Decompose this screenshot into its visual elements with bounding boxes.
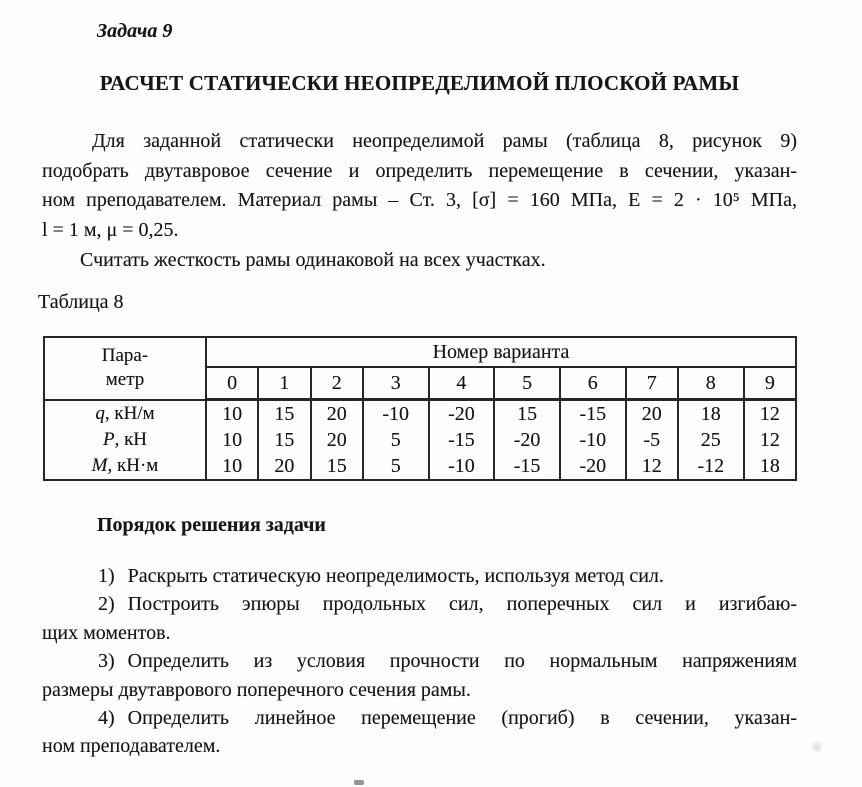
value-cell: -15 — [494, 453, 560, 480]
step-4-line-2: ном преподавателем. — [42, 735, 221, 758]
value-cell: -10 — [363, 400, 429, 428]
intro-line-2: подобрать двутавровое сечение и определить перемещение в сечении, указан- — [42, 159, 797, 182]
intro-line-4: l = 1 м, μ = 0,25. — [42, 218, 179, 241]
intro-paragraph — [42, 127, 797, 245]
step-number: 1) — [98, 565, 115, 587]
value-cell: 12 — [744, 427, 796, 453]
value-cell: 15 — [494, 400, 560, 428]
value-cell: 12 — [626, 453, 678, 480]
variant-number-cell: 8 — [678, 367, 744, 400]
variant-number-cell: 0 — [206, 367, 258, 400]
value-cell: 18 — [678, 400, 744, 428]
value-cell: 15 — [258, 400, 310, 428]
value-cell: -5 — [626, 427, 678, 453]
step-text: Раскрыть статическую неопределимость, используя метод сил. — [127, 565, 664, 587]
table-row-q — [44, 400, 796, 428]
step-3-line-1 — [42, 647, 797, 675]
table-header-row-1 — [44, 337, 796, 367]
value-cell: 20 — [311, 400, 363, 428]
variant-number-cell: 5 — [494, 367, 560, 400]
value-cell: -12 — [678, 453, 744, 480]
variant-number-cell: 6 — [560, 367, 626, 400]
step-number: 3) — [98, 650, 115, 673]
param-unit: , кН·м — [107, 455, 159, 476]
value-cell: -10 — [560, 427, 626, 453]
step-number: 2) — [98, 593, 115, 616]
value-cell: 20 — [258, 453, 310, 480]
variant-number-cell: 2 — [311, 367, 363, 400]
variant-header-cell: Номер варианта — [206, 337, 796, 367]
param-symbol: M — [91, 455, 108, 476]
step-4-line-1 — [42, 704, 797, 732]
param-header-line-1: Пара- — [101, 345, 149, 367]
value-cell: -20 — [560, 453, 626, 480]
param-header-cell — [44, 337, 206, 400]
value-cell: 10 — [206, 400, 258, 428]
param-name-cell — [44, 453, 206, 480]
variant-number-cell: 3 — [363, 367, 429, 400]
problem-label: Задача 9 — [97, 20, 173, 42]
scan-artifact — [810, 740, 824, 754]
value-cell: 5 — [363, 427, 429, 453]
value-cell: -20 — [494, 427, 560, 453]
step-2-line-1 — [42, 590, 797, 618]
value-cell: 5 — [363, 453, 429, 480]
step-text: Определить линейное перемещение (прогиб) в сечении, указан- — [127, 707, 797, 730]
step-3-line-2: размеры двутаврового поперечного сечения рамы. — [42, 678, 471, 701]
variant-number-cell: 9 — [744, 367, 796, 400]
value-cell: 10 — [206, 453, 258, 480]
value-cell: -15 — [429, 427, 495, 453]
step-number: 4) — [98, 707, 115, 730]
variant-number-cell: 4 — [429, 367, 495, 400]
steps-heading: Порядок решения задачи — [97, 514, 326, 536]
step-2-line-2: щих моментов. — [42, 621, 171, 644]
value-cell: 20 — [626, 400, 678, 428]
intro-line-3: ном преподавателем. Материал рамы – Ст. 3, [σ] = 160 МПа, E = 2 · 10⁵ МПа, — [42, 189, 797, 211]
value-cell: 25 — [678, 427, 744, 453]
value-cell: 20 — [311, 427, 363, 453]
table-row-m — [44, 453, 796, 480]
value-cell: 12 — [744, 400, 796, 428]
value-cell: 10 — [206, 427, 258, 453]
param-header-line-2: метр — [105, 369, 145, 391]
param-symbol: P — [102, 429, 115, 450]
document-title: РАСЧЕТ СТАТИЧЕСКИ НЕОПРЕДЕЛИМОЙ ПЛОСКОЙ РАМЫ — [99, 71, 740, 95]
table-caption: Таблица 8 — [38, 291, 124, 313]
param-unit: , кН — [114, 429, 148, 450]
value-cell: -15 — [560, 400, 626, 428]
param-name-cell — [44, 427, 206, 453]
variants-table — [43, 336, 797, 481]
variant-number-cell: 1 — [258, 367, 310, 400]
param-symbol: q — [95, 402, 105, 424]
scan-artifact — [354, 780, 364, 785]
note-paragraph: Считать жесткость рамы одинаковой на всех участках. — [80, 249, 546, 271]
param-unit: , кН/м — [104, 402, 155, 424]
intro-line-1: Для заданной статически неопределимой рамы (таблица 8, рисунок 9) — [92, 130, 797, 152]
param-name-cell — [44, 400, 206, 428]
steps-list — [42, 562, 797, 761]
value-cell: 18 — [744, 453, 796, 480]
step-text: Определить из условия прочности по нормальным напряжениям — [127, 650, 797, 673]
step-1-line-1 — [42, 562, 797, 590]
value-cell: 15 — [258, 427, 310, 453]
variant-number-cell: 7 — [626, 367, 678, 400]
value-cell: -10 — [429, 453, 495, 480]
table-row-p — [44, 427, 796, 453]
value-cell: -20 — [429, 400, 495, 428]
step-text: Построить эпюры продольных сил, поперечных сил и изгибаю- — [127, 593, 797, 616]
value-cell: 15 — [311, 453, 363, 480]
